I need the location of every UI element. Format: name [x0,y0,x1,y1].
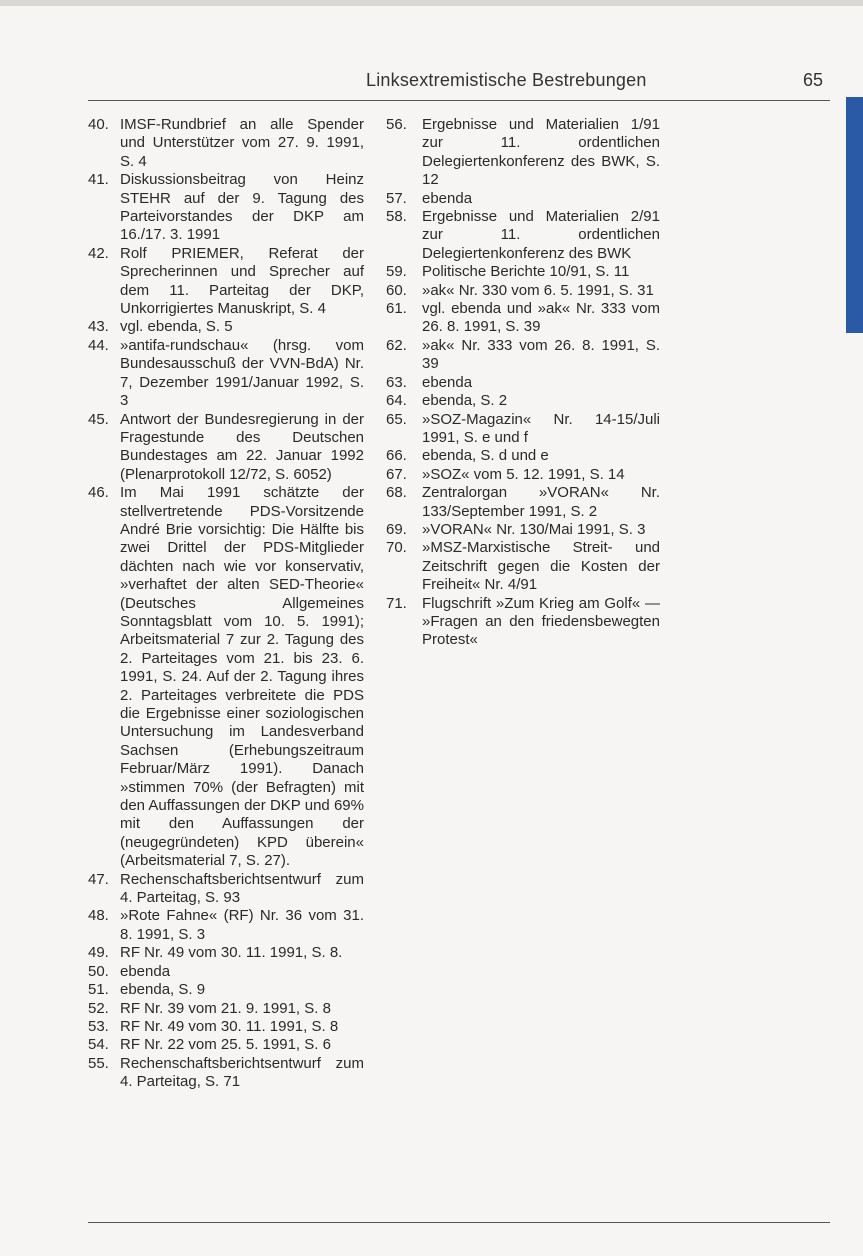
footnote-item [386,337,660,374]
footnote-item [84,411,364,485]
footnote-text: »ak« Nr. 333 vom 26. 8. 1991, S. 39 [422,336,660,373]
footer-rule [88,1222,830,1223]
footnote-number: 42. [88,244,109,262]
footnote-number: 67. [386,465,407,483]
footnote-text: Zentralorgan »VORAN« Nr. 133/September 1991, S. 2 [422,484,660,520]
footnote-text: ebenda, S. 9 [120,981,206,999]
footnote-number: 53. [88,1017,109,1035]
footnote-number: 57. [386,189,407,207]
footnote-item [84,1018,364,1036]
footnote-number: 60. [386,281,407,299]
footnote-number: 54. [88,1036,109,1054]
footnote-text: ebenda [422,373,473,391]
footnote-item [84,245,364,319]
footnote-number: 69. [386,520,407,538]
footnote-text: RF Nr. 49 vom 30. 11. 1991, S. 8 [120,1017,339,1035]
footnote-text: »VORAN« Nr. 130/Mai 1991, S. 3 [422,520,646,538]
header-rule [88,100,830,101]
footnote-text: »MSZ-Marxistische Streit- und Zeitschrift gegen die Kosten der Freiheit« Nr. 4/91 [422,539,660,594]
footnote-item [386,484,660,521]
footnote-text: vgl. ebenda und »ak« Nr. 333 vom 26. 8. 1991, S. 39 [422,300,660,336]
footnote-item [386,300,660,337]
footnote-item [84,1000,364,1018]
footnote-number: 61. [386,300,407,318]
footnote-text: Ergebnisse und Materialien 1/91 zur 11. ordentlichen Delegiertenkonferenz des BWK, S. 12 [422,116,660,189]
footnote-item [386,392,660,410]
footnote-text: »SOZ-Magazin« Nr. 14-15/Juli 1991, S. e und f [422,410,660,446]
footnote-text: Im Mai 1991 schätzte der stellvertretende PDS-Vorsitzende André Brie vorsichtig: Die Hälfte bis zwei Drittel der PDS-Mitglieder dächten nach wie vor konservativ, »verhaftet der alten SED-Theorie« (Deutsches Allgemeines Sonntagsblatt vom 10. 5. 1991); Arbeitsmaterial 7 zur 2. Tagung des 2. Parteitages vom 21. bis 23. 6. 1991, S. 24. Auf der 2. Tagung ihres 2. Parteitages verbreitete die PDS die Ergebnisse einer soziologischen Untersuchung im Landesverband Sachsen (Erhebungszeitraum Februar/März 1991). Danach »stimmen 70% (der Befragten) mit den Auffassungen der DKP und 69% mit den Auffassungen der (neugegründeten) KPD überein« (Arbeitsmaterial 7, S. 27). [120,484,364,870]
footnote-text: RF Nr. 39 vom 21. 9. 1991, S. 8 [120,999,331,1017]
footnote-number: 59. [386,263,407,281]
footnote-number: 62. [386,336,407,354]
footnote-text: »antifa-rundschau« (hrsg. vom Bundesausschuß der VVN-BdA) Nr. 7, Dezember 1991/Januar 1992, S. 3 [120,336,364,410]
footnote-item [84,907,364,944]
footnote-text: »Rote Fahne« (RF) Nr. 36 vom 31. 8. 1991, S. 3 [120,907,364,943]
footnote-item [386,521,660,539]
footnote-text: Rolf PRIEMER, Referat der Sprecherinnen und Sprecher auf dem 11. Parteitag der DKP, Unkorrigiertes Manuskript, S. 4 [120,244,364,318]
footnote-number: 43. [88,318,109,336]
footnote-item [84,484,364,871]
footnote-text: Politische Berichte 10/91, S. 11 [422,263,630,281]
footnote-item [386,595,660,650]
footnote-item [386,411,660,448]
footnote-text: RF Nr. 22 vom 25. 5. 1991, S. 6 [120,1036,331,1054]
footnote-number: 51. [88,981,109,999]
footnote-number: 52. [88,999,109,1017]
footnote-text: Antwort der Bundesregierung in der Fragestunde des Deutschen Bundestages am 22. Januar 1992 (Plenarprotokoll 12/72, S. 6052) [120,410,364,483]
footnote-text: Rechenschaftsberichtsentwurf zum 4. Parteitag, S. 71 [120,1054,364,1091]
footnote-item [84,1055,364,1092]
running-header-title: Linksextremistische Bestrebungen [366,70,647,90]
chapter-margin-tab [846,97,863,333]
footnote-item [84,116,364,171]
footnote-number: 41. [88,171,109,189]
footnote-text: vgl. ebenda, S. 5 [120,318,233,336]
footnote-number: 65. [386,410,407,428]
footnote-number: 63. [386,373,407,391]
footnote-number: 70. [386,539,407,557]
footnote-text: RF Nr. 49 vom 30. 11. 1991, S. 8. [120,944,343,962]
footnote-item [386,539,660,594]
footnote-number: 47. [88,870,109,888]
footnotes-left-column [84,116,364,1092]
footnote-number: 48. [88,907,109,925]
footnote-item [386,190,660,208]
footnote-number: 46. [88,484,109,502]
footnote-number: 49. [88,944,109,962]
footnote-number: 64. [386,392,407,410]
footnote-text: »SOZ« vom 5. 12. 1991, S. 14 [422,465,625,483]
footnote-text: ebenda, S. 2 [422,392,508,410]
footnote-item [84,963,364,981]
footnote-item [386,447,660,465]
footnote-number: 55. [88,1054,109,1072]
footnote-number: 68. [386,484,407,502]
footnote-text: ebenda [120,962,171,980]
footnote-item [84,871,364,908]
footnote-number: 58. [386,208,407,226]
page-number: 65 [803,70,824,90]
footnote-number: 56. [386,116,407,133]
footnote-item [386,282,660,300]
footnote-number: 50. [88,962,109,980]
footnote-text: ebenda, S. d und e [422,447,549,465]
footnote-number: 44. [88,336,109,354]
footnote-item [84,981,364,999]
footnote-text: Ergebnisse und Materialien 2/91 zur 11. ordentlichen Delegiertenkonferenz des BWK [422,208,660,262]
footnote-number: 71. [386,594,407,612]
footnote-number: 66. [386,447,407,465]
footnote-text: »ak« Nr. 330 vom 6. 5. 1991, S. 31 [422,281,654,299]
footnote-item [84,337,364,411]
footnote-item [386,263,660,281]
footnote-item [386,208,660,263]
footnote-item [84,171,364,245]
footnote-item [386,374,660,392]
footnote-item [386,116,660,190]
page-top-edge [0,0,863,6]
footnote-text: IMSF-Rundbrief an alle Spender und Unterstützer vom 27. 9. 1991, S. 4 [120,116,364,170]
footnote-item [84,318,364,336]
footnote-text: Rechenschaftsberichtsentwurf zum 4. Parteitag, S. 93 [120,870,364,907]
footnote-number: 45. [88,410,109,428]
footnote-item [84,1036,364,1054]
footnote-item [386,466,660,484]
footnote-text: Diskussionsbeitrag von Heinz STEHR auf der 9. Tagung des Parteivorstandes der DKP am 16./17. 3. 1991 [120,171,364,244]
footnote-number: 40. [88,116,109,133]
footnote-text: ebenda [422,189,473,207]
footnotes-right-column [386,116,660,650]
footnote-text: Flugschrift »Zum Krieg am Golf« — »Fragen an den friedensbewegten Protest« [422,594,660,649]
footnote-item [84,944,364,962]
